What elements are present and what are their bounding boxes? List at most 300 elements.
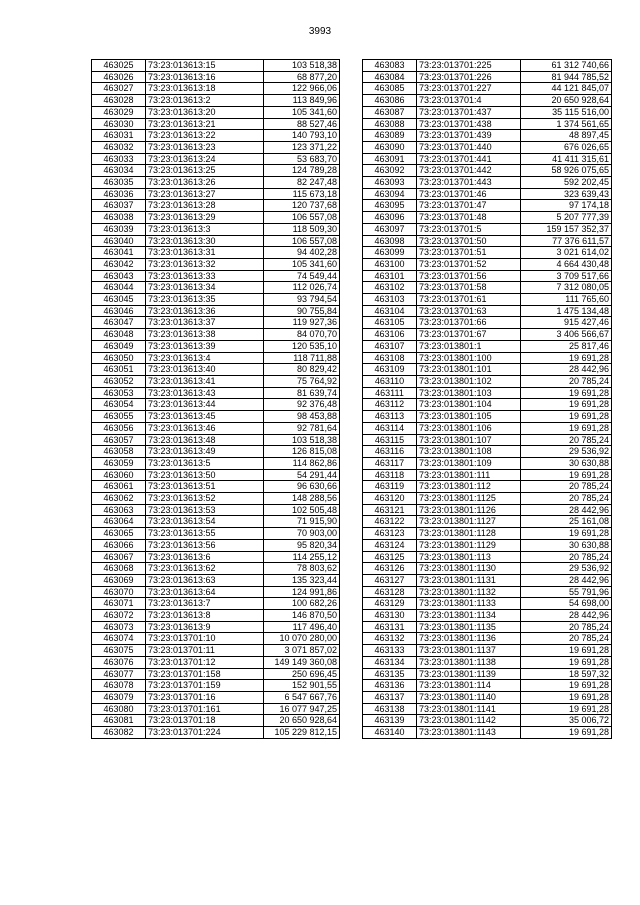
cadastral-number: 73:23:013801:102 — [417, 375, 521, 387]
cadastral-number: 73:23:013801:103 — [417, 387, 521, 399]
table-left — [91, 59, 340, 739]
row-id: 463124 — [363, 539, 417, 551]
value: 123 371,22 — [264, 141, 340, 153]
value: 3 709 517,66 — [521, 270, 612, 282]
row-id: 463053 — [92, 387, 146, 399]
cadastral-number: 73:23:013613:56 — [146, 539, 264, 551]
row-id: 463140 — [363, 727, 417, 739]
cadastral-number: 73:23:013613:7 — [146, 598, 264, 610]
value: 159 157 352,37 — [521, 223, 612, 235]
value: 20 785,24 — [521, 633, 612, 645]
table-row — [92, 317, 340, 329]
table-row — [363, 60, 612, 72]
table-row — [92, 399, 340, 411]
row-id: 463065 — [92, 528, 146, 540]
value: 106 557,08 — [264, 235, 340, 247]
row-id: 463073 — [92, 621, 146, 633]
table-row — [92, 329, 340, 341]
row-id: 463127 — [363, 574, 417, 586]
table-row — [92, 305, 340, 317]
table-row — [363, 481, 612, 493]
table-row — [92, 610, 340, 622]
table-right — [362, 59, 612, 739]
value: 19 691,28 — [521, 680, 612, 692]
table-row — [363, 83, 612, 95]
table-row — [363, 177, 612, 189]
value: 106 557,08 — [264, 212, 340, 224]
cadastral-number: 73:23:013701:63 — [417, 305, 521, 317]
value: 1 475 134,48 — [521, 305, 612, 317]
cadastral-number: 73:23:013701:48 — [417, 212, 521, 224]
value: 592 202,45 — [521, 177, 612, 189]
table-row — [92, 212, 340, 224]
table-row — [92, 141, 340, 153]
table-row — [363, 258, 612, 270]
row-id: 463038 — [92, 212, 146, 224]
table-row — [363, 364, 612, 376]
row-id: 463034 — [92, 165, 146, 177]
value: 29 536,92 — [521, 563, 612, 575]
row-id: 463051 — [92, 364, 146, 376]
value: 19 691,28 — [521, 691, 612, 703]
row-id: 463045 — [92, 294, 146, 306]
table-row — [92, 691, 340, 703]
value: 105 229 812,15 — [264, 727, 340, 739]
table-row — [92, 177, 340, 189]
cadastral-number: 73:23:013613:48 — [146, 434, 264, 446]
table-row — [92, 469, 340, 481]
table-row — [92, 633, 340, 645]
row-id: 463126 — [363, 563, 417, 575]
cadastral-number: 73:23:013801:111 — [417, 469, 521, 481]
table-row — [363, 528, 612, 540]
table-row — [363, 691, 612, 703]
cadastral-number: 73:23:013801:106 — [417, 422, 521, 434]
value: 120 737,68 — [264, 200, 340, 212]
table-row — [92, 434, 340, 446]
row-id: 463119 — [363, 481, 417, 493]
row-id: 463104 — [363, 305, 417, 317]
cadastral-number: 73:23:013701:10 — [146, 633, 264, 645]
table-row — [363, 621, 612, 633]
row-id: 463130 — [363, 610, 417, 622]
cadastral-number: 73:23:013801:1138 — [417, 656, 521, 668]
table-row — [92, 574, 340, 586]
table-row — [92, 481, 340, 493]
table-row — [92, 130, 340, 142]
row-id: 463025 — [92, 60, 146, 72]
row-id: 463093 — [363, 177, 417, 189]
value: 20 785,24 — [521, 551, 612, 563]
row-id: 463106 — [363, 329, 417, 341]
cadastral-number: 73:23:013801:1141 — [417, 703, 521, 715]
table-row — [363, 247, 612, 259]
cadastral-number: 73:23:013613:41 — [146, 375, 264, 387]
row-id: 463139 — [363, 715, 417, 727]
cadastral-number: 73:23:013701:158 — [146, 668, 264, 680]
value: 20 785,24 — [521, 481, 612, 493]
row-id: 463078 — [92, 680, 146, 692]
cadastral-number: 73:23:013801:1139 — [417, 668, 521, 680]
table-row — [92, 656, 340, 668]
value: 44 121 845,07 — [521, 83, 612, 95]
table-row — [363, 212, 612, 224]
value: 102 505,48 — [264, 504, 340, 516]
value: 61 312 740,66 — [521, 60, 612, 72]
value: 41 411 315,61 — [521, 153, 612, 165]
row-id: 463054 — [92, 399, 146, 411]
table-row — [92, 352, 340, 364]
value: 19 691,28 — [521, 399, 612, 411]
row-id: 463137 — [363, 691, 417, 703]
cadastral-number: 73:23:013613:4 — [146, 352, 264, 364]
value: 28 442,96 — [521, 364, 612, 376]
table-row — [92, 153, 340, 165]
cadastral-number: 73:23:013613:2 — [146, 95, 264, 107]
row-id: 463074 — [92, 633, 146, 645]
cadastral-number: 73:23:013613:43 — [146, 387, 264, 399]
row-id: 463128 — [363, 586, 417, 598]
cadastral-number: 73:23:013613:29 — [146, 212, 264, 224]
table-row — [92, 680, 340, 692]
cadastral-number: 73:23:013613:20 — [146, 106, 264, 118]
table-row — [92, 539, 340, 551]
value: 74 549,44 — [264, 270, 340, 282]
value: 117 496,40 — [264, 621, 340, 633]
cadastral-number: 73:23:013613:27 — [146, 188, 264, 200]
cadastral-number: 73:23:013701:12 — [146, 656, 264, 668]
cadastral-number: 73:23:013701:5 — [417, 223, 521, 235]
row-id: 463066 — [92, 539, 146, 551]
row-id: 463068 — [92, 563, 146, 575]
row-id: 463056 — [92, 422, 146, 434]
table-row — [92, 422, 340, 434]
row-id: 463117 — [363, 457, 417, 469]
table-row — [92, 586, 340, 598]
cadastral-number: 73:23:013801:1127 — [417, 516, 521, 528]
row-id: 463067 — [92, 551, 146, 563]
value: 25 817,46 — [521, 340, 612, 352]
row-id: 463052 — [92, 375, 146, 387]
cadastral-number: 73:23:013613:28 — [146, 200, 264, 212]
row-id: 463084 — [363, 71, 417, 83]
table-row — [363, 551, 612, 563]
cadastral-number: 73:23:013613:64 — [146, 586, 264, 598]
table-row — [363, 375, 612, 387]
cadastral-number: 73:23:013701:67 — [417, 329, 521, 341]
row-id: 463101 — [363, 270, 417, 282]
table-row — [92, 118, 340, 130]
row-id: 463063 — [92, 504, 146, 516]
table-row — [363, 165, 612, 177]
table-row — [363, 270, 612, 282]
table-row — [363, 411, 612, 423]
value: 115 673,18 — [264, 188, 340, 200]
table-row — [92, 71, 340, 83]
row-id: 463138 — [363, 703, 417, 715]
table-row — [92, 223, 340, 235]
value: 124 991,86 — [264, 586, 340, 598]
value: 20 785,24 — [521, 621, 612, 633]
value: 140 793,10 — [264, 130, 340, 142]
value: 676 026,65 — [521, 141, 612, 153]
row-id: 463108 — [363, 352, 417, 364]
cadastral-number: 73:23:013613:26 — [146, 177, 264, 189]
cadastral-number: 73:23:013613:21 — [146, 118, 264, 130]
value: 250 696,45 — [264, 668, 340, 680]
table-row — [363, 668, 612, 680]
table-row — [363, 645, 612, 657]
value: 28 442,96 — [521, 574, 612, 586]
table-row — [363, 118, 612, 130]
table-row — [92, 528, 340, 540]
value: 19 691,28 — [521, 656, 612, 668]
row-id: 463027 — [92, 83, 146, 95]
table-row — [363, 574, 612, 586]
value: 93 794,54 — [264, 294, 340, 306]
row-id: 463083 — [363, 60, 417, 72]
row-id: 463107 — [363, 340, 417, 352]
cadastral-number: 73:23:013801:101 — [417, 364, 521, 376]
table-row — [363, 563, 612, 575]
table-row — [363, 95, 612, 107]
value: 54 291,44 — [264, 469, 340, 481]
row-id: 463062 — [92, 493, 146, 505]
value: 88 527,46 — [264, 118, 340, 130]
row-id: 463132 — [363, 633, 417, 645]
table-row — [92, 95, 340, 107]
row-id: 463061 — [92, 481, 146, 493]
table-row — [363, 130, 612, 142]
row-id: 463043 — [92, 270, 146, 282]
table-row — [92, 563, 340, 575]
table-row — [363, 715, 612, 727]
cadastral-number: 73:23:013701:437 — [417, 106, 521, 118]
table-row — [363, 329, 612, 341]
table-row — [92, 247, 340, 259]
row-id: 463086 — [363, 95, 417, 107]
cadastral-number: 73:23:013613:5 — [146, 457, 264, 469]
cadastral-number: 73:23:013701:56 — [417, 270, 521, 282]
cadastral-number: 73:23:013613:36 — [146, 305, 264, 317]
table-row — [363, 504, 612, 516]
value: 111 765,60 — [521, 294, 612, 306]
value: 19 691,28 — [521, 469, 612, 481]
row-id: 463103 — [363, 294, 417, 306]
cadastral-number: 73:23:013613:54 — [146, 516, 264, 528]
value: 118 509,30 — [264, 223, 340, 235]
value: 35 115 516,00 — [521, 106, 612, 118]
table-row — [363, 598, 612, 610]
cadastral-number: 73:23:013613:30 — [146, 235, 264, 247]
cadastral-number: 73:23:013613:49 — [146, 446, 264, 458]
table-row — [92, 493, 340, 505]
value: 113 849,96 — [264, 95, 340, 107]
row-id: 463089 — [363, 130, 417, 142]
value: 105 341,60 — [264, 258, 340, 270]
row-id: 463029 — [92, 106, 146, 118]
row-id: 463113 — [363, 411, 417, 423]
cadastral-number: 73:23:013701:58 — [417, 282, 521, 294]
cadastral-number: 73:23:013801:1140 — [417, 691, 521, 703]
row-id: 463046 — [92, 305, 146, 317]
table-row — [92, 282, 340, 294]
cadastral-number: 73:23:013701:66 — [417, 317, 521, 329]
cadastral-number: 73:23:013801:105 — [417, 411, 521, 423]
cadastral-number: 73:23:013701:46 — [417, 188, 521, 200]
cadastral-number: 73:23:013613:6 — [146, 551, 264, 563]
cadastral-number: 73:23:013801:1137 — [417, 645, 521, 657]
table-row — [92, 106, 340, 118]
value: 120 535,10 — [264, 340, 340, 352]
row-id: 463039 — [92, 223, 146, 235]
cadastral-number: 73:23:013801:1135 — [417, 621, 521, 633]
row-id: 463059 — [92, 457, 146, 469]
value: 53 683,70 — [264, 153, 340, 165]
cadastral-number: 73:23:013801:100 — [417, 352, 521, 364]
row-id: 463099 — [363, 247, 417, 259]
row-id: 463048 — [92, 329, 146, 341]
table-row — [363, 387, 612, 399]
value: 92 781,64 — [264, 422, 340, 434]
cadastral-number: 73:23:013701:441 — [417, 153, 521, 165]
value: 28 442,96 — [521, 504, 612, 516]
table-row — [363, 141, 612, 153]
cadastral-number: 73:23:013701:438 — [417, 118, 521, 130]
table-row — [92, 446, 340, 458]
table-row — [363, 539, 612, 551]
table-row — [363, 294, 612, 306]
row-id: 463090 — [363, 141, 417, 153]
value: 78 803,62 — [264, 563, 340, 575]
row-id: 463028 — [92, 95, 146, 107]
value: 124 789,28 — [264, 165, 340, 177]
row-id: 463085 — [363, 83, 417, 95]
table-row — [92, 188, 340, 200]
value: 100 682,26 — [264, 598, 340, 610]
cadastral-number: 73:23:013613:22 — [146, 130, 264, 142]
table-row — [92, 83, 340, 95]
value: 30 630,88 — [521, 457, 612, 469]
row-id: 463122 — [363, 516, 417, 528]
value: 19 691,28 — [521, 352, 612, 364]
value: 135 323,44 — [264, 574, 340, 586]
cadastral-number: 73:23:013613:18 — [146, 83, 264, 95]
value: 146 870,50 — [264, 610, 340, 622]
cadastral-number: 73:23:013613:23 — [146, 141, 264, 153]
cadastral-number: 73:23:013801:1133 — [417, 598, 521, 610]
table-row — [363, 516, 612, 528]
table-row — [363, 446, 612, 458]
value: 96 630,66 — [264, 481, 340, 493]
row-id: 463079 — [92, 691, 146, 703]
row-id: 463033 — [92, 153, 146, 165]
value: 81 639,74 — [264, 387, 340, 399]
value: 30 630,88 — [521, 539, 612, 551]
cadastral-number: 73:23:013701:225 — [417, 60, 521, 72]
value: 19 691,28 — [521, 387, 612, 399]
table-row — [363, 727, 612, 739]
value: 92 376,48 — [264, 399, 340, 411]
table-row — [363, 71, 612, 83]
value: 75 764,92 — [264, 375, 340, 387]
cadastral-number: 73:23:013801:1134 — [417, 610, 521, 622]
value: 20 650 928,64 — [521, 95, 612, 107]
row-id: 463088 — [363, 118, 417, 130]
cadastral-number: 73:23:013613:24 — [146, 153, 264, 165]
value: 98 453,88 — [264, 411, 340, 423]
value: 19 691,28 — [521, 645, 612, 657]
row-id: 463060 — [92, 469, 146, 481]
cadastral-number: 73:23:013801:1143 — [417, 727, 521, 739]
cadastral-number: 73:23:013701:440 — [417, 141, 521, 153]
cadastral-number: 73:23:013613:44 — [146, 399, 264, 411]
cadastral-number: 73:23:013801:1131 — [417, 574, 521, 586]
table-row — [363, 317, 612, 329]
cadastral-number: 73:23:013613:35 — [146, 294, 264, 306]
row-id: 463134 — [363, 656, 417, 668]
table-row — [92, 504, 340, 516]
row-id: 463110 — [363, 375, 417, 387]
cadastral-number: 73:23:013613:39 — [146, 340, 264, 352]
value: 48 897,45 — [521, 130, 612, 142]
cadastral-number: 73:23:013613:40 — [146, 364, 264, 376]
row-id: 463032 — [92, 141, 146, 153]
cadastral-number: 73:23:013701:161 — [146, 703, 264, 715]
cadastral-number: 73:23:013801:112 — [417, 481, 521, 493]
row-id: 463094 — [363, 188, 417, 200]
cadastral-number: 73:23:013701:47 — [417, 200, 521, 212]
value: 122 966,06 — [264, 83, 340, 95]
row-id: 463131 — [363, 621, 417, 633]
value: 70 903,00 — [264, 528, 340, 540]
cadastral-number: 73:23:013801:114 — [417, 680, 521, 692]
row-id: 463120 — [363, 493, 417, 505]
row-id: 463064 — [92, 516, 146, 528]
value: 20 650 928,64 — [264, 715, 340, 727]
value: 20 785,24 — [521, 493, 612, 505]
cadastral-number: 73:23:013801:1132 — [417, 586, 521, 598]
row-id: 463133 — [363, 645, 417, 657]
cadastral-number: 73:23:013801:1125 — [417, 493, 521, 505]
cadastral-number: 73:23:013613:37 — [146, 317, 264, 329]
cadastral-number: 73:23:013613:32 — [146, 258, 264, 270]
row-id: 463080 — [92, 703, 146, 715]
row-id: 463036 — [92, 188, 146, 200]
value: 4 664 430,48 — [521, 258, 612, 270]
row-id: 463116 — [363, 446, 417, 458]
value: 19 691,28 — [521, 727, 612, 739]
value: 81 944 785,52 — [521, 71, 612, 83]
value: 19 691,28 — [521, 411, 612, 423]
cadastral-number: 73:23:013801:104 — [417, 399, 521, 411]
value: 114 862,86 — [264, 457, 340, 469]
cadastral-number: 73:23:013801:1 — [417, 340, 521, 352]
value: 20 785,24 — [521, 375, 612, 387]
value: 71 915,90 — [264, 516, 340, 528]
row-id: 463091 — [363, 153, 417, 165]
value: 114 255,12 — [264, 551, 340, 563]
row-id: 463047 — [92, 317, 146, 329]
value: 19 691,28 — [521, 703, 612, 715]
cadastral-number: 73:23:013701:11 — [146, 645, 264, 657]
value: 915 427,46 — [521, 317, 612, 329]
row-id: 463096 — [363, 212, 417, 224]
cadastral-number: 73:23:013613:16 — [146, 71, 264, 83]
table-row — [363, 153, 612, 165]
cadastral-number: 73:23:013801:1130 — [417, 563, 521, 575]
value: 105 341,60 — [264, 106, 340, 118]
